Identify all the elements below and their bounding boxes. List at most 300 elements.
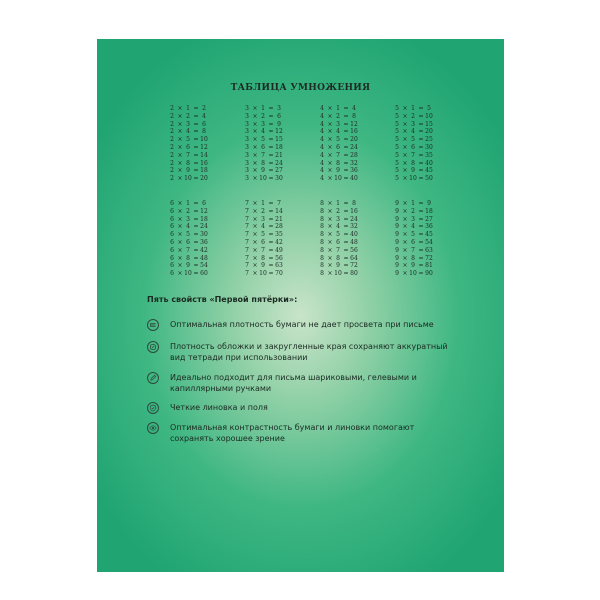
table-cell: ×: [252, 112, 258, 120]
table-cell: 8: [336, 254, 340, 262]
table-cell: ×: [402, 207, 408, 215]
table-cell: 40: [350, 231, 358, 239]
table-row: [168, 270, 243, 278]
table-cell: =: [343, 238, 349, 246]
table-cell: 3: [336, 120, 340, 128]
table-cell: ×: [252, 231, 258, 239]
table-block-5: [393, 105, 468, 190]
table-cell: 32: [350, 159, 358, 167]
table-cell: 2: [186, 207, 190, 215]
table-cell: ×: [402, 270, 408, 278]
table-cell: 70: [275, 270, 283, 278]
table-cell: 6: [261, 238, 265, 246]
table-cell: ×: [402, 167, 408, 175]
table-cell: ×: [402, 231, 408, 239]
table-cell: 35: [275, 231, 283, 239]
table-row: [168, 231, 243, 239]
table-cell: =: [418, 159, 424, 167]
table-cell: 5: [395, 128, 399, 136]
table-cell: 7: [186, 246, 190, 254]
table-cell: 9: [395, 207, 399, 215]
table-cell: =: [418, 223, 424, 231]
property-item: [147, 342, 460, 363]
table-cell: 2: [170, 159, 174, 167]
table-cell: 5: [395, 112, 399, 120]
table-cell: 7: [245, 262, 249, 270]
table-cell: ×: [327, 223, 333, 231]
table-cell: 42: [275, 238, 283, 246]
table-cell: 10: [425, 112, 433, 120]
table-row: [318, 223, 393, 231]
table-cell: 24: [275, 159, 283, 167]
table-cell: =: [418, 167, 424, 175]
table-row: [243, 231, 318, 239]
table-cell: 9: [395, 270, 399, 278]
table-cell: 3: [261, 215, 265, 223]
table-cell: 9: [277, 120, 281, 128]
table-cell: 2: [170, 136, 174, 144]
table-row: [393, 144, 468, 152]
table-row: [393, 247, 468, 255]
table-cell: 9: [395, 246, 399, 254]
table-row: [318, 113, 393, 121]
eye-icon: [147, 422, 159, 434]
table-row: [393, 113, 468, 121]
table-cell: =: [193, 238, 199, 246]
table-cell: 80: [350, 270, 358, 278]
table-cell: ×: [177, 254, 183, 262]
table-cell: 2: [170, 120, 174, 128]
property-text: Оптимальная контрастность бумаги и линовки помогают сохранять хорошее зрение: [170, 423, 415, 443]
table-row: [318, 160, 393, 168]
table-cell: 6: [186, 238, 190, 246]
table-cell: ×: [177, 175, 183, 183]
table-cell: =: [193, 254, 199, 262]
page-title: ТАБЛИЦА УМНОЖЕНИЯ: [230, 83, 371, 93]
table-cell: ×: [177, 200, 183, 207]
table-cell: =: [193, 270, 199, 278]
table-cell: ×: [252, 159, 258, 167]
table-row: [168, 136, 243, 144]
table-cell: ×: [327, 207, 333, 215]
shield-check-icon: [147, 402, 159, 414]
table-cell: ×: [252, 246, 258, 254]
table-row: [243, 270, 318, 278]
table-cell: 6: [170, 246, 174, 254]
table-cell: 30: [200, 231, 208, 239]
table-cell: ×: [177, 136, 183, 144]
table-cell: 3: [245, 143, 249, 151]
table-cell: 18: [425, 207, 433, 215]
table-cell: 15: [275, 136, 283, 144]
table-cell: 4: [320, 105, 324, 112]
table-row: [318, 208, 393, 216]
table-cell: 6: [170, 238, 174, 246]
table-cell: 2: [336, 207, 340, 215]
table-cell: 5: [395, 105, 399, 112]
table-cell: 4: [186, 128, 190, 136]
table-cell: 1: [411, 105, 415, 112]
table-cell: 3: [411, 120, 415, 128]
table-cell: =: [268, 270, 274, 278]
table-cell: 7: [245, 207, 249, 215]
table-cell: =: [418, 136, 424, 144]
table-cell: 8: [352, 200, 356, 207]
table-cell: 5: [411, 231, 415, 239]
table-cell: 20: [425, 128, 433, 136]
table-cell: 10: [409, 270, 417, 278]
table-cell: ×: [252, 120, 258, 128]
table-cell: 5: [427, 105, 431, 112]
table-row: [393, 136, 468, 144]
table-row: [168, 113, 243, 121]
table-cell: 6: [170, 262, 174, 270]
table-cell: ×: [402, 120, 408, 128]
table-row: [318, 105, 393, 113]
table-cell: 4: [411, 223, 415, 231]
properties-title: Пять свойств «Первой пятёрки»:: [147, 295, 298, 304]
table-cell: ×: [177, 262, 183, 270]
table-cell: 8: [320, 246, 324, 254]
table-cell: 9: [395, 231, 399, 239]
table-cell: 6: [277, 112, 281, 120]
table-row: [168, 160, 243, 168]
table-cell: 8: [320, 262, 324, 270]
table-cell: =: [343, 120, 349, 128]
table-cell: 8: [352, 112, 356, 120]
table-row: [243, 128, 318, 136]
table-cell: =: [268, 223, 274, 231]
table-cell: 9: [395, 254, 399, 262]
table-cell: 90: [425, 270, 433, 278]
table-cell: 36: [425, 223, 433, 231]
table-row: [168, 247, 243, 255]
table-cell: 2: [411, 112, 415, 120]
table-cell: 4: [320, 128, 324, 136]
table-cell: 24: [350, 143, 358, 151]
table-cell: ×: [327, 105, 333, 112]
table-cell: 5: [395, 159, 399, 167]
table-cell: =: [193, 207, 199, 215]
table-cell: 35: [425, 151, 433, 159]
table-cell: =: [193, 231, 199, 239]
table-row: [243, 239, 318, 247]
table-cell: 1: [261, 105, 265, 112]
table-cell: 9: [336, 167, 340, 175]
table-cell: 10: [259, 270, 267, 278]
table-cell: 2: [170, 112, 174, 120]
table-cell: =: [418, 207, 424, 215]
table-cell: 30: [275, 175, 283, 183]
table-row: [318, 136, 393, 144]
table-cell: 27: [275, 167, 283, 175]
table-cell: =: [343, 175, 349, 183]
table-cell: ×: [402, 151, 408, 159]
table-cell: 63: [425, 246, 433, 254]
table-cell: 6: [411, 143, 415, 151]
table-cell: =: [268, 167, 274, 175]
table-cell: 9: [395, 223, 399, 231]
table-cell: 5: [395, 120, 399, 128]
table-cell: 15: [425, 120, 433, 128]
table-cell: 4: [320, 159, 324, 167]
table-cell: 2: [170, 167, 174, 175]
table-cell: 36: [200, 238, 208, 246]
table-cell: 9: [261, 262, 265, 270]
table-cell: =: [193, 246, 199, 254]
table-cell: ×: [252, 254, 258, 262]
table-row: [243, 121, 318, 129]
table-cell: 50: [425, 175, 433, 183]
table-cell: ×: [177, 120, 183, 128]
table-cell: 2: [411, 207, 415, 215]
table-cell: 28: [350, 151, 358, 159]
table-cell: =: [193, 136, 199, 144]
table-cell: 8: [261, 254, 265, 262]
table-cell: 4: [186, 223, 190, 231]
table-cell: 1: [186, 200, 190, 207]
table-cell: 18: [200, 167, 208, 175]
table-cell: =: [343, 112, 349, 120]
table-cell: ×: [327, 143, 333, 151]
table-cell: 2: [202, 105, 206, 112]
table-cell: 9: [395, 238, 399, 246]
table-cell: 9: [395, 262, 399, 270]
table-cell: 8: [320, 207, 324, 215]
table-row: [318, 262, 393, 270]
table-cell: ×: [177, 112, 183, 120]
property-item: [147, 403, 460, 414]
table-cell: 12: [200, 143, 208, 151]
table-cell: =: [193, 151, 199, 159]
table-cell: =: [418, 270, 424, 278]
table-block-3: [243, 105, 318, 190]
table-row: [393, 105, 468, 113]
table-cell: 4: [261, 128, 265, 136]
table-cell: ×: [402, 105, 408, 112]
table-row: [168, 239, 243, 247]
table-cell: =: [268, 262, 274, 270]
table-cell: =: [193, 223, 199, 231]
table-cell: 10: [200, 136, 208, 144]
table-cell: 2: [186, 112, 190, 120]
table-cell: =: [343, 215, 349, 223]
table-cell: ×: [252, 200, 258, 207]
table-cell: 21: [275, 151, 283, 159]
table-cell: 9: [395, 200, 399, 207]
table-cell: ×: [402, 112, 408, 120]
notebook-cover: [97, 39, 504, 572]
table-cell: ×: [252, 175, 258, 183]
table-cell: 64: [350, 254, 358, 262]
table-cell: 4: [352, 105, 356, 112]
property-text: Четкие линовка и поля: [170, 403, 268, 412]
table-cell: 8: [411, 159, 415, 167]
table-cell: ×: [177, 223, 183, 231]
table-cell: ×: [252, 143, 258, 151]
table-cell: =: [418, 215, 424, 223]
table-cell: 3: [245, 175, 249, 183]
table-row: [168, 262, 243, 270]
table-cell: 16: [350, 207, 358, 215]
table-cell: 4: [320, 143, 324, 151]
table-cell: 24: [350, 215, 358, 223]
table-cell: 9: [411, 262, 415, 270]
table-row: [168, 144, 243, 152]
table-cell: =: [268, 238, 274, 246]
table-row: [168, 121, 243, 129]
table-row: [168, 223, 243, 231]
table-cell: =: [268, 200, 274, 207]
table-cell: ×: [327, 200, 333, 207]
table-cell: 3: [186, 120, 190, 128]
table-cell: 2: [170, 143, 174, 151]
table-cell: ×: [327, 167, 333, 175]
table-cell: 6: [411, 238, 415, 246]
table-row: [318, 128, 393, 136]
table-cell: ×: [402, 128, 408, 136]
table-cell: 49: [275, 246, 283, 254]
table-cell: =: [343, 167, 349, 175]
table-cell: 5: [395, 167, 399, 175]
table-cell: ×: [177, 159, 183, 167]
table-cell: ×: [327, 270, 333, 278]
table-cell: 45: [425, 167, 433, 175]
table-cell: 1: [261, 200, 265, 207]
table-cell: 30: [425, 143, 433, 151]
table-row: [318, 231, 393, 239]
table-cell: 6: [202, 200, 206, 207]
table-cell: =: [268, 231, 274, 239]
table-cell: 2: [170, 105, 174, 112]
table-row: [393, 231, 468, 239]
table-cell: =: [418, 175, 424, 183]
table-cell: 4: [320, 175, 324, 183]
table-cell: =: [268, 151, 274, 159]
table-cell: =: [193, 262, 199, 270]
table-cell: 81: [425, 262, 433, 270]
table-cell: ×: [402, 238, 408, 246]
table-block-9: [393, 200, 468, 285]
table-cell: 1: [411, 200, 415, 207]
table-cell: =: [343, 270, 349, 278]
table-row: [393, 160, 468, 168]
table-cell: 10: [334, 270, 342, 278]
table-cell: =: [193, 120, 199, 128]
table-cell: ×: [252, 128, 258, 136]
table-cell: 8: [320, 231, 324, 239]
table-cell: ×: [177, 143, 183, 151]
table-cell: 5: [336, 136, 340, 144]
table-cell: =: [343, 143, 349, 151]
table-cell: 3: [245, 128, 249, 136]
table-cell: ×: [327, 159, 333, 167]
table-cell: 54: [200, 262, 208, 270]
table-row: [243, 223, 318, 231]
table-cell: 3: [245, 105, 249, 112]
table-cell: 8: [320, 270, 324, 278]
table-cell: ×: [252, 151, 258, 159]
table-cell: ×: [402, 246, 408, 254]
table-block-8: [318, 200, 393, 285]
table-row: [393, 167, 468, 175]
table-cell: ×: [252, 223, 258, 231]
table-row: [168, 255, 243, 263]
table-cell: 9: [261, 167, 265, 175]
table-cell: 6: [186, 143, 190, 151]
table-cell: 20: [350, 136, 358, 144]
table-cell: 4: [202, 112, 206, 120]
table-cell: ×: [252, 262, 258, 270]
table-cell: 1: [336, 200, 340, 207]
table-cell: 45: [425, 231, 433, 239]
table-cell: ×: [402, 223, 408, 231]
table-cell: ×: [252, 270, 258, 278]
table-cell: =: [268, 136, 274, 144]
table-row: [168, 128, 243, 136]
table-row: [168, 167, 243, 175]
table-cell: 42: [200, 246, 208, 254]
table-cell: =: [418, 262, 424, 270]
table-cell: 6: [170, 207, 174, 215]
table-row: [393, 121, 468, 129]
table-cell: 12: [350, 120, 358, 128]
table-row: [243, 262, 318, 270]
table-cell: 8: [336, 159, 340, 167]
table-row: [318, 175, 393, 183]
table-cell: 28: [275, 223, 283, 231]
table-cell: 21: [275, 215, 283, 223]
table-cell: 4: [320, 167, 324, 175]
table-cell: 4: [320, 151, 324, 159]
table-cell: =: [343, 200, 349, 207]
table-cell: =: [193, 112, 199, 120]
table-cell: 6: [170, 215, 174, 223]
table-cell: ×: [327, 175, 333, 183]
table-cell: ×: [252, 207, 258, 215]
table-cell: =: [343, 223, 349, 231]
table-cell: 3: [277, 105, 281, 112]
table-cell: =: [418, 254, 424, 262]
table-row: [393, 223, 468, 231]
table-cell: ×: [402, 143, 408, 151]
table-cell: 2: [336, 112, 340, 120]
table-cell: 7: [245, 238, 249, 246]
table-cell: 9: [186, 262, 190, 270]
table-cell: =: [193, 167, 199, 175]
table-row: [393, 270, 468, 278]
table-row: [243, 105, 318, 113]
table-cell: ×: [252, 136, 258, 144]
pen-icon: [147, 372, 159, 384]
table-block-4: [318, 105, 393, 190]
table-row: [243, 152, 318, 160]
table-block-2: [168, 105, 243, 190]
table-row: [318, 247, 393, 255]
table-cell: 18: [275, 143, 283, 151]
table-cell: ×: [402, 200, 408, 207]
table-cell: 6: [336, 238, 340, 246]
table-cell: 2: [170, 175, 174, 183]
table-cell: 60: [200, 270, 208, 278]
table-row: [393, 200, 468, 208]
table-cell: ×: [327, 128, 333, 136]
table-cell: =: [343, 159, 349, 167]
table-cell: 3: [245, 136, 249, 144]
table-cell: ×: [402, 215, 408, 223]
table-row: [243, 144, 318, 152]
table-cell: ×: [177, 105, 183, 112]
